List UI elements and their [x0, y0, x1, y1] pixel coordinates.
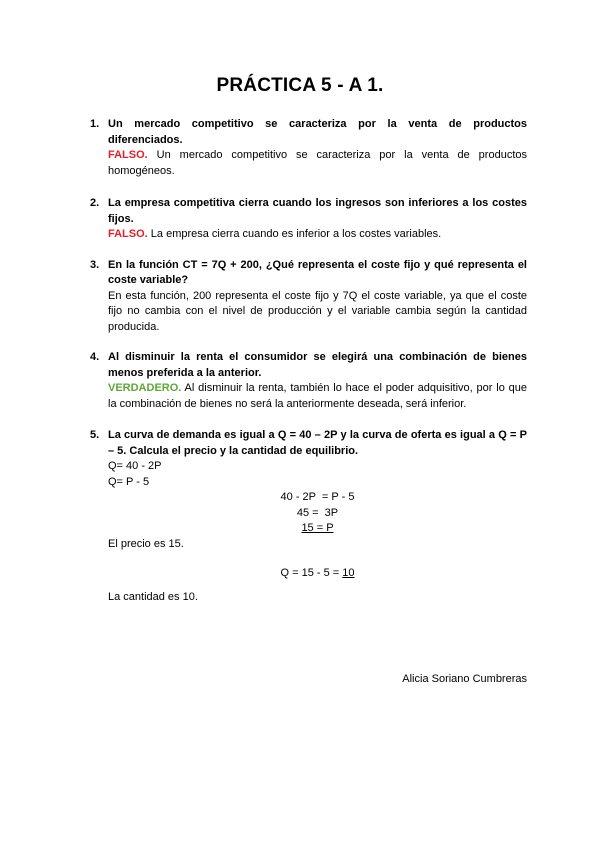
exercise-list: [90, 117, 527, 605]
item-question: La empresa competitiva cierra cuando los ingresos son inferiores a los costes fijos.: [108, 197, 527, 225]
verdict-false: FALSO.: [108, 149, 148, 161]
exercise-item-5: [90, 428, 527, 605]
item-answer: [108, 227, 527, 243]
item-answer: [108, 148, 527, 179]
supply-equation: Q= P - 5: [108, 475, 150, 488]
item-number: 1.: [90, 118, 100, 130]
equilibrium-step-2: 45 = 3P: [296, 506, 339, 519]
quantity-result: 10: [342, 567, 355, 579]
price-statement: El precio es 15.: [108, 537, 184, 550]
item-number: 2.: [90, 197, 100, 209]
equilibrium-step-3: [108, 521, 527, 537]
verdict-false: FALSO.: [108, 228, 148, 240]
verdict-true: VERDADERO.: [108, 382, 182, 394]
item-question: La curva de demanda es igual a Q = 40 – 2P y la curva de oferta es igual a Q = P – 5. Calcula el precio y la cantidad de equilibrio.: [108, 429, 527, 457]
item-number: 3.: [90, 258, 100, 271]
demand-equation: Q= 40 - 2P: [108, 460, 162, 472]
item-number: 4.: [90, 351, 100, 363]
exercise-item-2: [90, 196, 527, 243]
exercise-item-3: [90, 258, 527, 336]
quantity-statement: La cantidad es 10.: [108, 590, 198, 603]
item-question: Un mercado competitivo se caracteriza por la venta de productos diferenciados.: [108, 118, 527, 146]
quantity-equation: [108, 566, 527, 582]
item-question: En la función CT = 7Q + 200, ¿Qué representa el coste fijo y qué representa el coste variable?: [108, 258, 527, 286]
answer-text: Un mercado competitivo se caracteriza por la venta de productos homogéneos.: [108, 149, 527, 177]
exercise-item-1: [90, 117, 527, 179]
item-question: Al disminuir la renta el consumidor se elegirá una combinación de bienes menos preferida a la anterior.: [108, 351, 527, 379]
quantity-equation-prefix: Q = 15 - 5 =: [280, 567, 343, 579]
page-title: PRÁCTICA 5 - A 1.: [216, 75, 384, 96]
answer-text: En esta función, 200 representa el coste fijo y 7Q el coste variable, ya que el coste fijo no cambia con el nivel de producción y el variable cambia según la cantidad producida.: [108, 289, 527, 333]
answer-text: Al disminuir la renta, también lo hace el poder adquisitivo, por lo que la combinación de bienes no será la anteriormente deseada, será inferior.: [108, 382, 527, 410]
price-result: 15 = P: [301, 522, 334, 534]
equilibrium-step-1: 40 - 2P = P - 5: [280, 491, 355, 503]
exercise-item-4: [90, 350, 527, 412]
answer-text: La empresa cierra cuando es inferior a los costes variables.: [147, 228, 442, 240]
author-name: Alicia Soriano Cumbreras: [402, 673, 527, 685]
item-number: 5.: [90, 429, 100, 441]
item-answer: [108, 381, 527, 412]
